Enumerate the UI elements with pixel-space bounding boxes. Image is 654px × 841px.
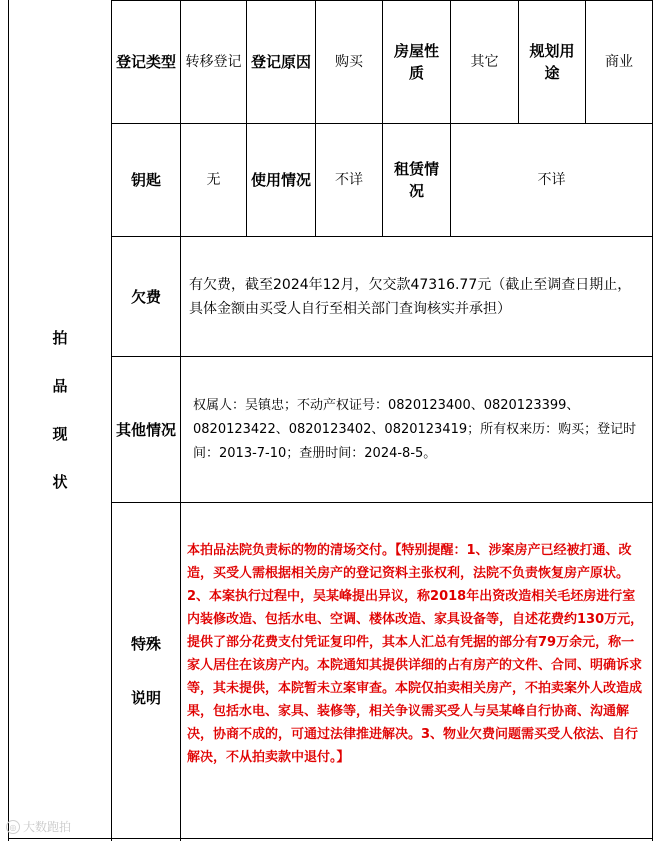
special-value: 本拍品法院负责标的物的清场交付。【特别提醒：1、涉案房产已经被打通、改造，买受人需根据相关房产的登记资料主张权利，法院不负责恢复房产原状。2、本案执行过程中，吴某峰提出异议，称2018年出资改造相关毛坯房进行室内装修改造、包括水电、空调、楼体改造、家具设备等，自述花费约130万元，提供了部分花费支付凭证复印件，其本人汇总有凭据的部分有79万余元，称一家人居住在该房产内。本院通知其提供详细的占有房产的文件、合同、明确诉求等，其未提供，本院暂未立案审查。本院仅拍卖相关房产，不拍卖案外人改造成果，包括水电、家具、装修等，相关争议需买受人与吴某峰自行协商、沟通解决，协商不成的，可通过法律推进解决。3、物业欠费问题需买受人依法、自行解决，不从拍卖款中退付。】 — [187, 543, 644, 765]
section-label — [9, 300, 111, 520]
section-label-char: 品 — [52, 377, 68, 395]
house-nature-value: 其它 — [470, 54, 499, 70]
house-nature-label: 房屋性质 — [393, 42, 439, 82]
section-label-char: 状 — [52, 473, 68, 491]
other-value: 权属人：吴镇忠；不动产权证号：0820123400、0820123399、0820123422、0820123402、0820123419；所有权来历：购买；登记时间：2013-7-10；查册时间：2024-8-5。 — [193, 397, 637, 461]
key-value: 无 — [206, 172, 221, 188]
watermark — [6, 818, 71, 835]
border-bottom — [8, 838, 653, 839]
watermark-logo-icon: ◎ — [6, 820, 20, 834]
section-label-char: 拍 — [52, 329, 68, 347]
reg-reason-value: 购买 — [335, 54, 363, 70]
reg-type-value: 转移登记 — [185, 54, 242, 70]
other-label: 其他情况 — [116, 420, 177, 439]
plan-use-value: 商业 — [605, 54, 633, 70]
watermark-text: 大数跑拍 — [23, 820, 72, 834]
special-label-line: 说明 — [130, 688, 161, 707]
special-label-line: 特殊 — [130, 634, 161, 653]
plan-use-label: 规划用途 — [529, 42, 575, 82]
arrears-value: 有欠费，截至2024年12月，欠交款47316.77元（截止至调查日期止，具体金额由买受人自行至相关部门查询核实并承担） — [189, 276, 632, 317]
usage-value: 不详 — [335, 172, 363, 188]
section-label-char: 现 — [52, 425, 68, 443]
reg-type-label: 登记类型 — [116, 53, 177, 71]
usage-label: 使用情况 — [251, 171, 312, 189]
key-label: 钥匙 — [130, 171, 161, 189]
reg-reason-label: 登记原因 — [251, 53, 312, 71]
special-label — [112, 503, 180, 838]
lease-value: 不详 — [537, 172, 566, 188]
arrears-label: 欠费 — [130, 287, 161, 306]
lease-label: 租赁情况 — [393, 160, 439, 200]
border-right — [652, 0, 653, 841]
